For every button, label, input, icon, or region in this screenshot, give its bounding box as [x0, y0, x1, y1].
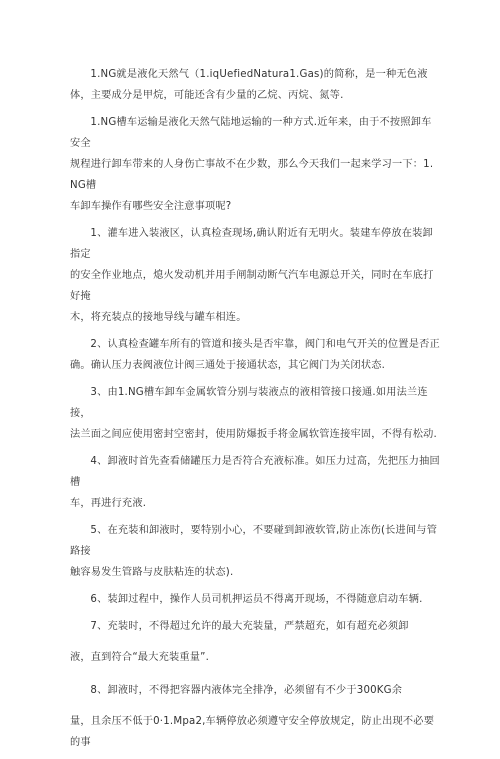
line-gap: [70, 701, 440, 711]
paragraph-lng-transport-intro: [70, 112, 440, 217]
text-line: 1.NG就是液化天然气（1.iqUefiedNatura1.Gas)的简称，是一种无色液: [90, 69, 428, 80]
text-line: 6、装卸过程中，操作人员司机押运员不得离开现场，不得随意启动车辆.: [90, 594, 423, 605]
text-line: 2、认真检查罐车所有的管道和接头是否牢靠，阀门和电气开关的位置是否正: [90, 339, 440, 350]
paragraph-item-8: [70, 680, 440, 753]
text-line: 法兰面之间应使用密封空密封，使用防爆扳手将金属软管连接牢固，不得有松动.: [70, 429, 437, 440]
text-line: 体，主要成分是甲烷，可能还含有少量的乙烷、丙烷、氮等.: [70, 90, 344, 101]
text-line: 确。确认压力表阀液位计阀三通处于接通状态，其它阀门为关闭状态.: [70, 360, 386, 371]
text-line: 4、卸液时首先查看储罐压力是否符合充液标准。如压力过高，先把压力抽回槽: [70, 456, 440, 488]
text-line: 1、灌车进入装液区，认真检查现场,确认附近有无明火。装建车停放在装卸指定: [70, 228, 433, 260]
paragraph-item-4: [70, 451, 440, 514]
text-line: 车卸车操作有哪些安全注意事项呢?: [70, 201, 232, 212]
text-line: 8、卸液时，不得把容器内液体完全排净，必须留有不少于300KG余: [90, 685, 403, 696]
paragraph-item-7: [70, 616, 440, 668]
text-line: 量，且余压不低于0·1.Mpa2,车辆停放必须遵守安全停放规定，防止出现不必要的事: [70, 716, 435, 748]
paragraph-item-6: [70, 589, 440, 610]
text-line: 规程进行卸车带来的人身伤亡事故不在少数，那么今天我们一起来学习一下：1.NG槽: [70, 159, 434, 191]
text-line: 触容易发生管路与皮肤粘连的状态).: [70, 567, 234, 578]
text-line: 1.NG槽车运输是液化天然气陆地运输的一种方式.近年来，由于不按照卸车安全: [70, 117, 432, 149]
document-body: [70, 64, 440, 759]
text-line: 3、由1.NG槽车卸车金属软管分别与装液点的液相管接口接通.如用法兰连接，: [70, 387, 428, 419]
text-line: 车，再进行充液.: [70, 498, 147, 509]
paragraph-lng-definition: [70, 64, 440, 106]
text-line: 的安全作业地点，熄火发动机并用手闸制动断气汽车电源总开关，同时在车底打好掩: [70, 270, 434, 302]
paragraph-item-2: [70, 334, 440, 376]
text-line: 5、在充装和卸液时，要特别小心，不要碰到卸液软管,防止冻伤(长进间与管路接: [70, 525, 438, 557]
paragraph-item-3: [70, 382, 440, 445]
text-line: 7、充装时，不得超过允许的最大充装量，严禁超充，如有超充必须卸: [90, 621, 409, 632]
paragraph-item-5: [70, 520, 440, 583]
text-line: 液，直到符合“最大充装重量”.: [70, 652, 210, 663]
text-line: 木，将充装点的接地导线与罐车相连。: [70, 312, 247, 323]
paragraph-item-1: [70, 223, 440, 328]
line-gap: [70, 637, 440, 647]
